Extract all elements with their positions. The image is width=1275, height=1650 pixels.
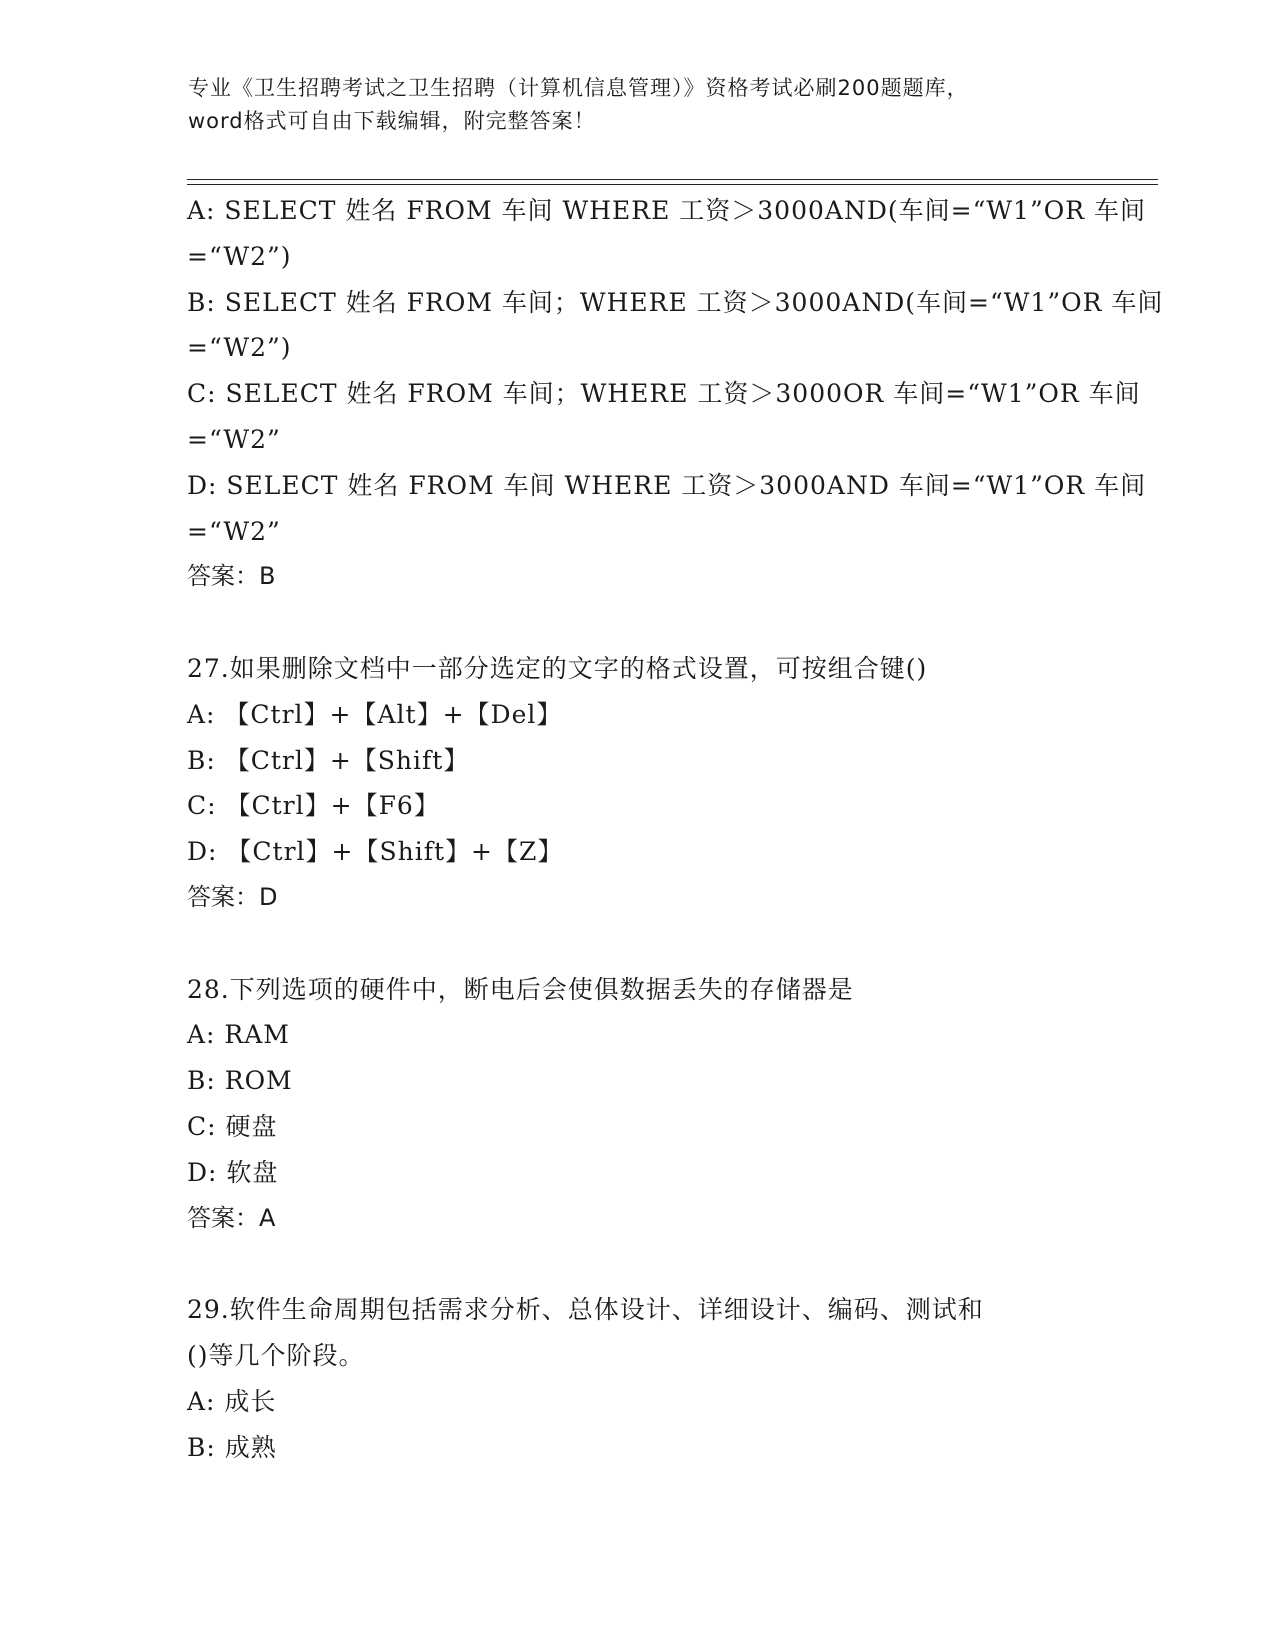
option-a-line-2: =“W2”) <box>187 241 292 271</box>
spacer <box>187 1241 1087 1287</box>
question-text-line-1: 29.软件生命周期包括需求分析、总体设计、详细设计、编码、测试和 <box>187 1295 984 1325</box>
header-title-line-2: word格式可自由下载编辑，附完整答案！ <box>188 109 596 133</box>
option-d: D: 软盘 <box>187 1157 279 1187</box>
spacer <box>187 921 1087 967</box>
option-c-line-2: =“W2” <box>187 424 281 454</box>
option-c: C: 硬盘 <box>187 1111 278 1141</box>
header-title-line-1: 专业《卫生招聘考试之卫生招聘（计算机信息管理）》资格考试必刷200题题库， <box>188 76 969 100</box>
option-c: C: 【Ctrl】+【F6】 <box>187 791 440 821</box>
answer: 答案：B <box>187 562 276 591</box>
option-c-line-1: C: SELECT 姓名 FROM 车间；WHERE 工资＞3000OR 车间=“W1”OR 车间 <box>187 379 1141 409</box>
option-a: A: 【Ctrl】+【Alt】+【Del】 <box>187 699 563 729</box>
option-d-line-1: D: SELECT 姓名 FROM 车间 WHERE 工资＞3000AND 车间=“W1”OR 车间 <box>187 470 1147 500</box>
question-list <box>187 188 1164 1470</box>
question-27 <box>187 646 1087 921</box>
option-a: A: RAM <box>187 1020 290 1050</box>
document-header <box>188 72 1088 138</box>
header-divider-top <box>187 179 1158 180</box>
question-28 <box>187 967 1087 1242</box>
option-b: B: ROM <box>187 1066 293 1096</box>
option-b-line-2: =“W2”) <box>187 333 292 363</box>
question-29 <box>187 1287 1087 1470</box>
question-text: 28.下列选项的硬件中，断电后会使俱数据丢失的存储器是 <box>187 974 854 1004</box>
question-26 <box>187 188 1164 600</box>
option-b: B: 成熟 <box>187 1432 277 1462</box>
answer: 答案：A <box>187 1203 276 1232</box>
option-d-line-2: =“W2” <box>187 516 281 546</box>
question-text-line-2: ()等几个阶段。 <box>187 1340 365 1370</box>
option-a: A: 成长 <box>187 1386 277 1416</box>
spacer <box>187 600 1087 646</box>
option-a-line-1: A: SELECT 姓名 FROM 车间 WHERE 工资＞3000AND(车间=“W1”OR 车间 <box>187 196 1146 225</box>
option-b-line-1: B: SELECT 姓名 FROM 车间；WHERE 工资＞3000AND(车间=“W1”OR 车间 <box>187 287 1164 317</box>
question-text: 27.如果删除文档中一部分选定的文字的格式设置，可按组合键() <box>187 653 928 683</box>
answer: 答案：D <box>187 882 278 911</box>
option-d: D: 【Ctrl】+【Shift】+【Z】 <box>187 837 564 867</box>
option-b: B: 【Ctrl】+【Shift】 <box>187 745 470 775</box>
header-divider-bottom <box>187 184 1158 185</box>
